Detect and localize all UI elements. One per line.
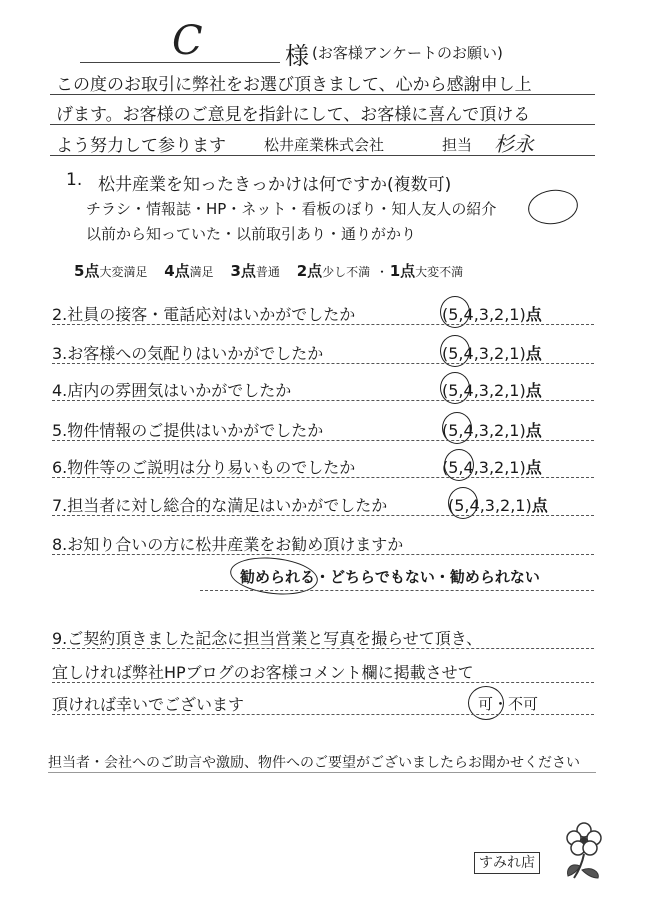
rating-suffix: 点 — [525, 421, 542, 440]
company-name: 松井産業株式会社 — [264, 136, 385, 154]
customer-name-handwritten: C — [172, 18, 203, 64]
q9-answer: 可・不可 — [478, 695, 539, 713]
rating-question: 2.社員の接客・電話応対はいかがでしたか — [52, 305, 356, 324]
legend-label-4: 満足 — [189, 265, 214, 279]
rating-rule — [52, 477, 594, 478]
score-legend — [74, 260, 463, 281]
intro-line-3: よう努力して参ります — [56, 136, 226, 156]
rating-suffix: 点 — [525, 344, 542, 363]
sama-label: 様 — [285, 42, 309, 70]
q1-number: 1. — [66, 170, 83, 190]
rating-scale-values: (5,4,3,2,1) — [442, 305, 526, 324]
legend-score-1: 1点 — [389, 262, 416, 280]
intro-line-1: この度のお取引に弊社をお選び頂きまして、心から感謝申し上 — [56, 75, 532, 95]
q1-options-1: チラシ・情報誌・HP・ネット・看板のぼり・知人友人の紹介 — [86, 200, 497, 218]
rating-rule — [52, 400, 594, 401]
q8-question: 8.お知り合いの方に松井産業をお勧め頂けますか — [52, 535, 404, 554]
legend-score-3: 3点 — [230, 262, 256, 280]
comment-rule — [48, 772, 596, 773]
intro-rule-1 — [50, 94, 595, 95]
rating-scale-values: (5,4,3,2,1) — [442, 344, 526, 363]
rating-question: 5.物件情報のご提供はいかがでしたか — [52, 421, 324, 440]
q8-answer-options: 勧められる・どちらでもない・勧められない — [240, 568, 540, 586]
rating-question: 4.店内の雰囲気はいかがでしたか — [52, 381, 292, 400]
intro-line-2: げます。お客様のご意見を指針にして、お客様に喜んで頂ける — [56, 105, 531, 125]
survey-title: (お客様アンケートのお願い) — [312, 44, 503, 62]
comment-prompt: 担当者・会社へのご助言や激励、物件へのご要望がございましたらお聞かせください — [48, 755, 580, 771]
q9-rule-2 — [52, 682, 594, 683]
legend-score-5: 5点 — [74, 262, 100, 280]
legend-label-5: 大変満足 — [99, 265, 148, 279]
rating-question: 7.担当者に対し総合的な満足はいかがでしたか — [52, 496, 388, 515]
q9-rule-1 — [52, 648, 594, 649]
q1-question: 松井産業を知ったきっかけは何ですか(複数可) — [98, 175, 452, 195]
q1-options-2: 以前から知っていた・以前取引あり・通りがかり — [86, 225, 417, 243]
rating-scale-values: (5,4,3,2,1) — [442, 421, 526, 440]
q9-line-2: 宜しければ弊社HPブログのお客様コメント欄に掲載させて — [52, 663, 474, 682]
legend-label-2: 少し不満 — [322, 265, 371, 279]
rating-rule — [52, 363, 594, 364]
violet-flower-icon — [560, 820, 608, 882]
store-label: すみれ店 — [474, 852, 540, 874]
rating-suffix: 点 — [525, 305, 542, 324]
rating-scale-values: (5,4,3,2,1) — [442, 381, 526, 400]
q8-rule — [52, 554, 594, 555]
rating-rule — [52, 440, 594, 441]
rating-rule — [52, 515, 594, 516]
rating-scale-values: (5,4,3,2,1) — [442, 458, 526, 477]
q1-answer-circle — [526, 187, 580, 228]
rating-scale-values: (5,4,3,2,1) — [448, 496, 532, 515]
rating-question: 3.お客様への気配りはいかがでしたか — [52, 344, 324, 363]
legend-label-1: 大変不満 — [415, 265, 464, 279]
q9-rule-3 — [52, 714, 594, 715]
tanto-label: 担当 — [442, 136, 473, 154]
rating-suffix: 点 — [525, 458, 542, 477]
rating-suffix: 点 — [531, 496, 548, 515]
legend-separator: ･ — [378, 265, 385, 279]
q9-line-3: 頂ければ幸いでございます — [52, 695, 245, 714]
q9-line-1: 9.ご契約頂きました記念に担当営業と写真を撮らせて頂き、 — [52, 629, 483, 648]
rating-rule — [52, 324, 594, 325]
legend-score-2: 2点 — [296, 262, 323, 280]
tanto-name-handwritten: 杉永 — [494, 132, 534, 156]
name-underline — [80, 62, 280, 63]
intro-rule-3 — [50, 155, 595, 156]
rating-suffix: 点 — [525, 381, 542, 400]
q8-answer-rule — [200, 590, 594, 591]
rating-question: 6.物件等のご説明は分り易いものでしたか — [52, 458, 356, 477]
legend-score-4: 4点 — [164, 262, 190, 280]
legend-label-3: 普通 — [255, 265, 280, 279]
q8-answer-circle — [228, 553, 319, 598]
intro-rule-2 — [50, 124, 595, 125]
